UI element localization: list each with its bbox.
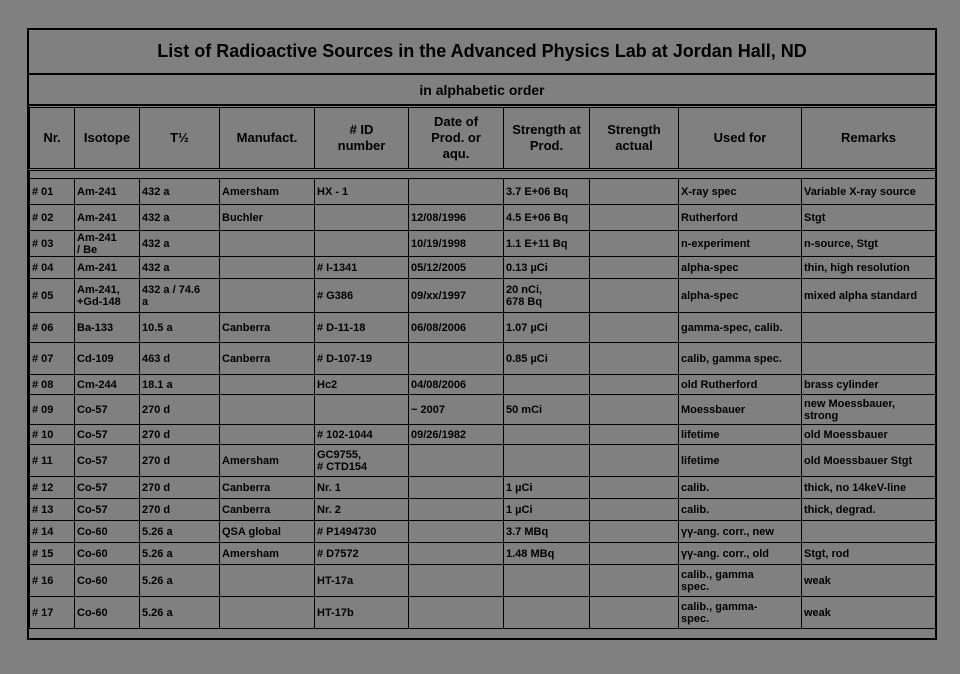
table-cell: 432 a: [140, 231, 220, 257]
table-cell: new Moessbauer, strong: [802, 395, 936, 425]
table-cell: # 14: [30, 521, 75, 543]
table-cell: [504, 565, 590, 597]
column-header-line: Strength: [607, 122, 661, 137]
table-cell: [409, 597, 504, 629]
table-cell: 18.1 a: [140, 375, 220, 395]
table-cell: [590, 205, 679, 231]
table-cell: 1.07 µCi: [504, 313, 590, 343]
table-cell: QSA global: [220, 521, 315, 543]
table-cell: [590, 499, 679, 521]
table-cell: Rutherford: [679, 205, 802, 231]
table-cell: HT-17b: [315, 597, 409, 629]
table-row: [30, 543, 936, 565]
table-cell: Am-241: [75, 205, 140, 231]
table-cell: gamma-spec, calib.: [679, 313, 802, 343]
column-header: [75, 108, 140, 170]
table-cell: Am-241, +Gd-148: [75, 279, 140, 313]
table-cell: 1.1 E+11 Bq: [504, 231, 590, 257]
table-cell: old Moessbauer Stgt: [802, 445, 936, 477]
table-cell: # 12: [30, 477, 75, 499]
table-row: [30, 313, 936, 343]
table-cell: ~ 2007: [409, 395, 504, 425]
table-cell: n-source, Stgt: [802, 231, 936, 257]
table-cell: 4.5 E+06 Bq: [504, 205, 590, 231]
table-cell: Co-60: [75, 597, 140, 629]
table-cell: [220, 257, 315, 279]
table-cell: [315, 231, 409, 257]
table-cell: old Rutherford: [679, 375, 802, 395]
table-cell: alpha-spec: [679, 257, 802, 279]
table-cell: 5.26 a: [140, 543, 220, 565]
column-header: [409, 108, 504, 170]
table-cell: brass cylinder: [802, 375, 936, 395]
table-cell: 432 a: [140, 257, 220, 279]
column-header-line: Isotope: [83, 130, 131, 145]
table-cell: 432 a: [140, 205, 220, 231]
table-cell: [409, 477, 504, 499]
table-row: [30, 521, 936, 543]
sources-sheet: [27, 28, 937, 640]
column-header-line: Date of: [433, 114, 479, 129]
table-cell: 5.26 a: [140, 597, 220, 629]
table-cell: γγ-ang. corr., old: [679, 543, 802, 565]
table-cell: Buchler: [220, 205, 315, 231]
column-header: [315, 108, 409, 170]
table-cell: [802, 343, 936, 375]
table-row: [30, 231, 936, 257]
table-row: [30, 375, 936, 395]
table-cell: # 16: [30, 565, 75, 597]
table-cell: Co-57: [75, 425, 140, 445]
table-cell: Canberra: [220, 477, 315, 499]
table-cell: 3.7 E+06 Bq: [504, 179, 590, 205]
table-cell: [315, 395, 409, 425]
table-row: [30, 597, 936, 629]
table-cell: Am-241 / Be: [75, 231, 140, 257]
table-row: [30, 499, 936, 521]
column-header-line: number: [337, 138, 386, 153]
table-cell: Am-241: [75, 179, 140, 205]
table-cell: [504, 425, 590, 445]
table-cell: Variable X-ray source: [802, 179, 936, 205]
table-header-row: [30, 108, 936, 170]
table-cell: [220, 279, 315, 313]
table-cell: [590, 257, 679, 279]
table-cell: # G386: [315, 279, 409, 313]
table-cell: [590, 445, 679, 477]
column-header-line: Prod.: [529, 138, 564, 153]
table-cell: 09/xx/1997: [409, 279, 504, 313]
table-row: [30, 477, 936, 499]
table-cell: [590, 425, 679, 445]
table-cell: Co-57: [75, 445, 140, 477]
table-cell: [590, 375, 679, 395]
table-cell: 50 mCi: [504, 395, 590, 425]
table-cell: 10/19/1998: [409, 231, 504, 257]
table-cell: Stgt: [802, 205, 936, 231]
table-cell: lifetime: [679, 425, 802, 445]
table-row: [30, 205, 936, 231]
table-cell: Co-57: [75, 499, 140, 521]
table-cell: 270 d: [140, 425, 220, 445]
table-cell: [590, 565, 679, 597]
table-cell: Stgt, rod: [802, 543, 936, 565]
table-cell: Nr. 1: [315, 477, 409, 499]
table-cell: weak: [802, 565, 936, 597]
table-cell: # 102-1044: [315, 425, 409, 445]
table-cell: # 01: [30, 179, 75, 205]
table-cell: 06/08/2006: [409, 313, 504, 343]
column-header: [802, 108, 936, 170]
table-cell: [590, 395, 679, 425]
table-cell: Nr. 2: [315, 499, 409, 521]
table-cell: 0.13 µCi: [504, 257, 590, 279]
header-divider: [30, 170, 936, 179]
table-cell: # 11: [30, 445, 75, 477]
table-cell: [590, 597, 679, 629]
table-row: [30, 425, 936, 445]
table-row: [30, 279, 936, 313]
table-cell: # P1494730: [315, 521, 409, 543]
table-cell: 432 a: [140, 179, 220, 205]
table-cell: 05/12/2005: [409, 257, 504, 279]
table-cell: n-experiment: [679, 231, 802, 257]
table-cell: alpha-spec: [679, 279, 802, 313]
table-cell: [590, 477, 679, 499]
table-cell: [802, 521, 936, 543]
table-cell: mixed alpha standard: [802, 279, 936, 313]
table-cell: 1.48 MBq: [504, 543, 590, 565]
table-row: [30, 179, 936, 205]
table-cell: [409, 343, 504, 375]
table-cell: # 17: [30, 597, 75, 629]
table-cell: # 10: [30, 425, 75, 445]
table-cell: Amersham: [220, 179, 315, 205]
table-cell: [220, 597, 315, 629]
table-cell: [590, 313, 679, 343]
column-header: [504, 108, 590, 170]
table-cell: Moessbauer: [679, 395, 802, 425]
page-title: List of Radioactive Sources in the Advanced Physics Lab at Jordan Hall, ND: [29, 30, 935, 75]
table-cell: [220, 231, 315, 257]
table-cell: # 04: [30, 257, 75, 279]
table-cell: HT-17a: [315, 565, 409, 597]
sources-table: [29, 107, 936, 629]
table-cell: 10.5 a: [140, 313, 220, 343]
table-cell: [315, 205, 409, 231]
table-row: [30, 343, 936, 375]
table-cell: thick, degrad.: [802, 499, 936, 521]
table-cell: 1 µCi: [504, 499, 590, 521]
table-body: [30, 170, 936, 629]
table-cell: [590, 231, 679, 257]
table-cell: # D-11-18: [315, 313, 409, 343]
table-cell: # 03: [30, 231, 75, 257]
table-cell: # 06: [30, 313, 75, 343]
table-cell: Co-60: [75, 543, 140, 565]
table-cell: Canberra: [220, 499, 315, 521]
table-cell: Canberra: [220, 313, 315, 343]
table-cell: Co-57: [75, 477, 140, 499]
table-cell: [220, 395, 315, 425]
table-cell: [504, 375, 590, 395]
table-cell: Canberra: [220, 343, 315, 375]
table-cell: [504, 445, 590, 477]
table-cell: GC9755, # CTD154: [315, 445, 409, 477]
table-cell: [409, 499, 504, 521]
table-cell: 09/26/1982: [409, 425, 504, 445]
table-cell: Co-60: [75, 565, 140, 597]
table-cell: 432 a / 74.6 a: [140, 279, 220, 313]
table-cell: calib.: [679, 499, 802, 521]
table-cell: 12/08/1996: [409, 205, 504, 231]
table-cell: thin, high resolution: [802, 257, 936, 279]
column-header-line: Prod. or: [431, 130, 481, 145]
column-header-line: Remarks: [841, 130, 896, 145]
column-header-line: aqu.: [442, 146, 470, 161]
column-header-line: # ID: [349, 122, 374, 137]
table-cell: 5.26 a: [140, 521, 220, 543]
table-cell: Amersham: [220, 445, 315, 477]
table-cell: calib., gamma- spec.: [679, 597, 802, 629]
table-cell: [504, 597, 590, 629]
table-cell: [220, 425, 315, 445]
table-cell: [409, 179, 504, 205]
table-cell: Ba-133: [75, 313, 140, 343]
table-cell: [590, 179, 679, 205]
column-header-line: Used for: [713, 130, 767, 145]
table-cell: # 02: [30, 205, 75, 231]
table-cell: 1 µCi: [504, 477, 590, 499]
table-cell: 463 d: [140, 343, 220, 375]
table-cell: calib.: [679, 477, 802, 499]
table-cell: old Moessbauer: [802, 425, 936, 445]
table-row: [30, 445, 936, 477]
table-cell: # 13: [30, 499, 75, 521]
table-cell: calib., gamma spec.: [679, 565, 802, 597]
table-cell: # 07: [30, 343, 75, 375]
table-cell: [409, 565, 504, 597]
table-cell: Cm-244: [75, 375, 140, 395]
column-header-line: Nr.: [43, 130, 61, 145]
table-cell: [590, 521, 679, 543]
column-header: [30, 108, 75, 170]
table-cell: [409, 445, 504, 477]
table-cell: [590, 343, 679, 375]
table-cell: [220, 565, 315, 597]
table-cell: X-ray spec: [679, 179, 802, 205]
table-cell: # I-1341: [315, 257, 409, 279]
table-cell: 5.26 a: [140, 565, 220, 597]
table-cell: [409, 521, 504, 543]
column-header: [140, 108, 220, 170]
table-cell: lifetime: [679, 445, 802, 477]
table-cell: 270 d: [140, 499, 220, 521]
table-cell: 3.7 MBq: [504, 521, 590, 543]
table-cell: weak: [802, 597, 936, 629]
table-cell: 0.85 µCi: [504, 343, 590, 375]
table-cell: 20 nCi, 678 Bq: [504, 279, 590, 313]
table-row: [30, 395, 936, 425]
table-cell: 04/08/2006: [409, 375, 504, 395]
table-cell: # 15: [30, 543, 75, 565]
page-subtitle: in alphabetic order: [29, 75, 935, 106]
table-cell: Amersham: [220, 543, 315, 565]
table-cell: # 05: [30, 279, 75, 313]
table-cell: [409, 543, 504, 565]
table-cell: [802, 313, 936, 343]
table-cell: 270 d: [140, 445, 220, 477]
table-cell: Co-60: [75, 521, 140, 543]
table-cell: calib, gamma spec.: [679, 343, 802, 375]
table-cell: [220, 375, 315, 395]
table-cell: Am-241: [75, 257, 140, 279]
table-cell: # D-107-19: [315, 343, 409, 375]
column-header: [679, 108, 802, 170]
table-cell: 270 d: [140, 395, 220, 425]
divider-cell: [30, 170, 936, 179]
table-cell: [590, 279, 679, 313]
table-cell: [590, 543, 679, 565]
column-header-line: actual: [615, 138, 653, 153]
column-header-line: Manufact.: [236, 130, 298, 145]
table-cell: γγ-ang. corr., new: [679, 521, 802, 543]
table-row: [30, 565, 936, 597]
table-cell: Cd-109: [75, 343, 140, 375]
table-cell: # 09: [30, 395, 75, 425]
column-header-line: Strength at: [512, 122, 581, 137]
column-header-line: T½: [170, 130, 189, 145]
table-cell: thick, no 14keV-line: [802, 477, 936, 499]
table-cell: # 08: [30, 375, 75, 395]
table-row: [30, 257, 936, 279]
column-header: [220, 108, 315, 170]
table-cell: 270 d: [140, 477, 220, 499]
table-cell: Co-57: [75, 395, 140, 425]
table-cell: HX - 1: [315, 179, 409, 205]
table-cell: # D7572: [315, 543, 409, 565]
table-cell: Hc2: [315, 375, 409, 395]
column-header: [590, 108, 679, 170]
